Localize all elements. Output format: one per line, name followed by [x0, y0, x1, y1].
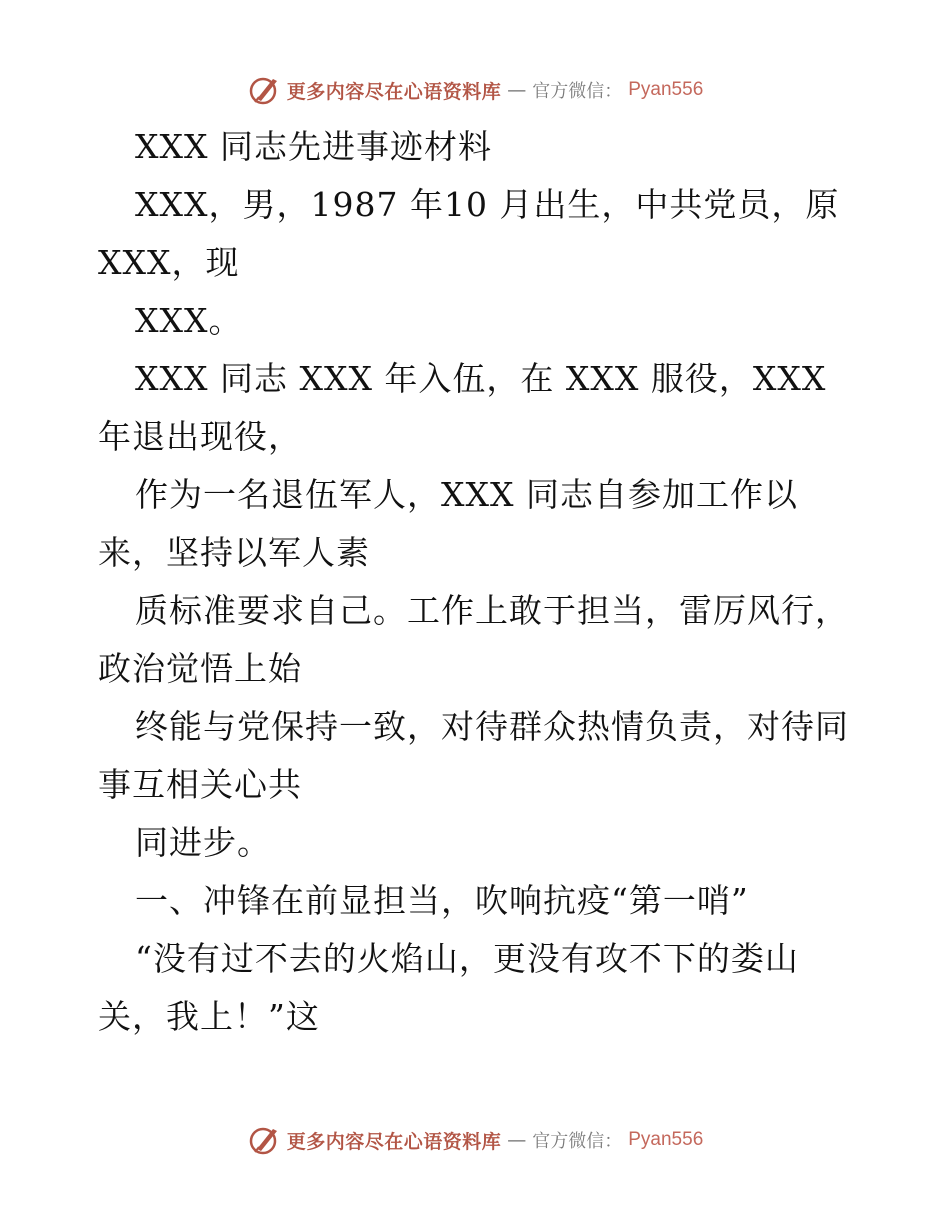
header-watermark-banner	[0, 70, 950, 110]
paragraph: 作为一名退伍军人，XXX 同志自参加工作以来，坚持以军人素	[98, 475, 798, 572]
banner-wechat-label: 官方微信：	[532, 81, 623, 102]
banner-dash: —	[507, 79, 527, 101]
banner-dash: —	[507, 1129, 527, 1151]
document-title: XXX 同志先进事迹材料	[135, 127, 492, 166]
footer-watermark-banner	[0, 1120, 950, 1160]
quill-pen-logo-icon	[247, 1123, 281, 1157]
paragraph: XXX 同志 XXX 年入伍，在 XXX 服役，XXX 年退出现役，	[98, 359, 827, 456]
banner-wechat-id: Pyan556	[628, 1129, 704, 1150]
paragraph: 同进步。	[135, 823, 271, 862]
banner-text: 更多内容尽在心语资料库	[286, 1130, 502, 1153]
paragraph: 质标准要求自己。工作上敢于担当，雷厉风行，政治觉悟上始	[98, 591, 849, 688]
section-heading: 一、冲锋在前显担当，吹响抗疫“第一哨”	[135, 881, 749, 920]
paragraph: 终能与党保持一致，对待群众热情负责，对待同事互相关心共	[98, 707, 849, 804]
banner-wechat-id: Pyan556	[628, 79, 704, 100]
banner-text: 更多内容尽在心语资料库	[286, 80, 502, 103]
quill-pen-logo-icon	[247, 73, 281, 107]
paragraph: XXX。	[135, 301, 243, 340]
paragraph: XXX，男，1987 年10 月出生，中共党员，原XXX，现	[98, 185, 840, 282]
document-body	[98, 118, 858, 1046]
banner-wechat-label: 官方微信：	[532, 1131, 623, 1152]
paragraph: “没有过不去的火焰山，更没有攻不下的娄山关，我上！”这	[98, 939, 799, 1036]
